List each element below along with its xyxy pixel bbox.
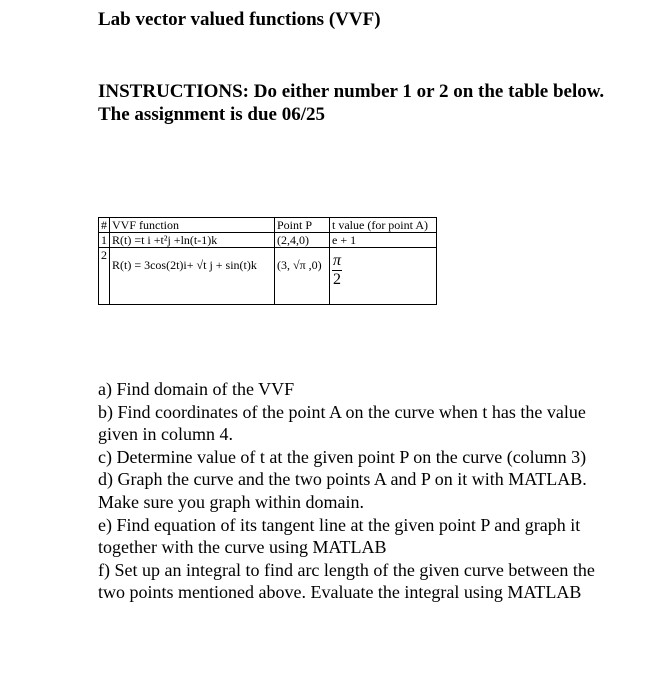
question-f: f) Set up an integral to find arc length of the given curve between the two points mentioned above. Evaluate the integral using MATLAB [98, 559, 595, 603]
row-t-value: e + 1 [330, 233, 437, 248]
header-number: # [99, 218, 110, 233]
row-number: 1 [99, 233, 110, 248]
question-c: c) Determine value of t at the given point P on the curve (column 3) [98, 446, 587, 467]
questions-list [98, 378, 598, 604]
t-value-fraction [332, 252, 342, 289]
row-point-p: (3, √π ,0) [275, 248, 330, 305]
instructions-text: INSTRUCTIONS: Do either number 1 or 2 on the table below. The assignment is due 06/25 [98, 81, 605, 125]
row-function: R(t) =t i +t²j +ln(t-1)k [110, 233, 275, 248]
row-number: 2 [99, 248, 110, 305]
row-function: R(t) = 3cos(2t)i+ √t j + sin(t)k [110, 248, 275, 305]
question-b: b) Find coordinates of the point A on the curve when t has the value given in column 4. [98, 401, 586, 445]
row-point-p: (2,4,0) [275, 233, 330, 248]
header-vvf-function: VVF function [110, 218, 275, 233]
table-row [99, 248, 437, 305]
header-t-value: t value (for point A) [330, 218, 437, 233]
fraction-denominator: 2 [333, 271, 341, 288]
fraction-numerator: π [333, 252, 342, 269]
header-point-p: Point P [275, 218, 330, 233]
table-row [99, 233, 437, 248]
table-header-row [99, 218, 437, 233]
question-e: e) Find equation of its tangent line at the given point P and graph it together with the curve using MATLAB [98, 514, 581, 558]
page-title: Lab vector valued functions (VVF) [98, 9, 381, 30]
vvf-table [98, 217, 437, 305]
question-a: a) Find domain of the VVF [98, 379, 295, 399]
row-t-value [330, 248, 437, 305]
question-d: d) Graph the curve and the two points A and P on it with MATLAB. Make sure you graph within domain. [98, 469, 587, 512]
